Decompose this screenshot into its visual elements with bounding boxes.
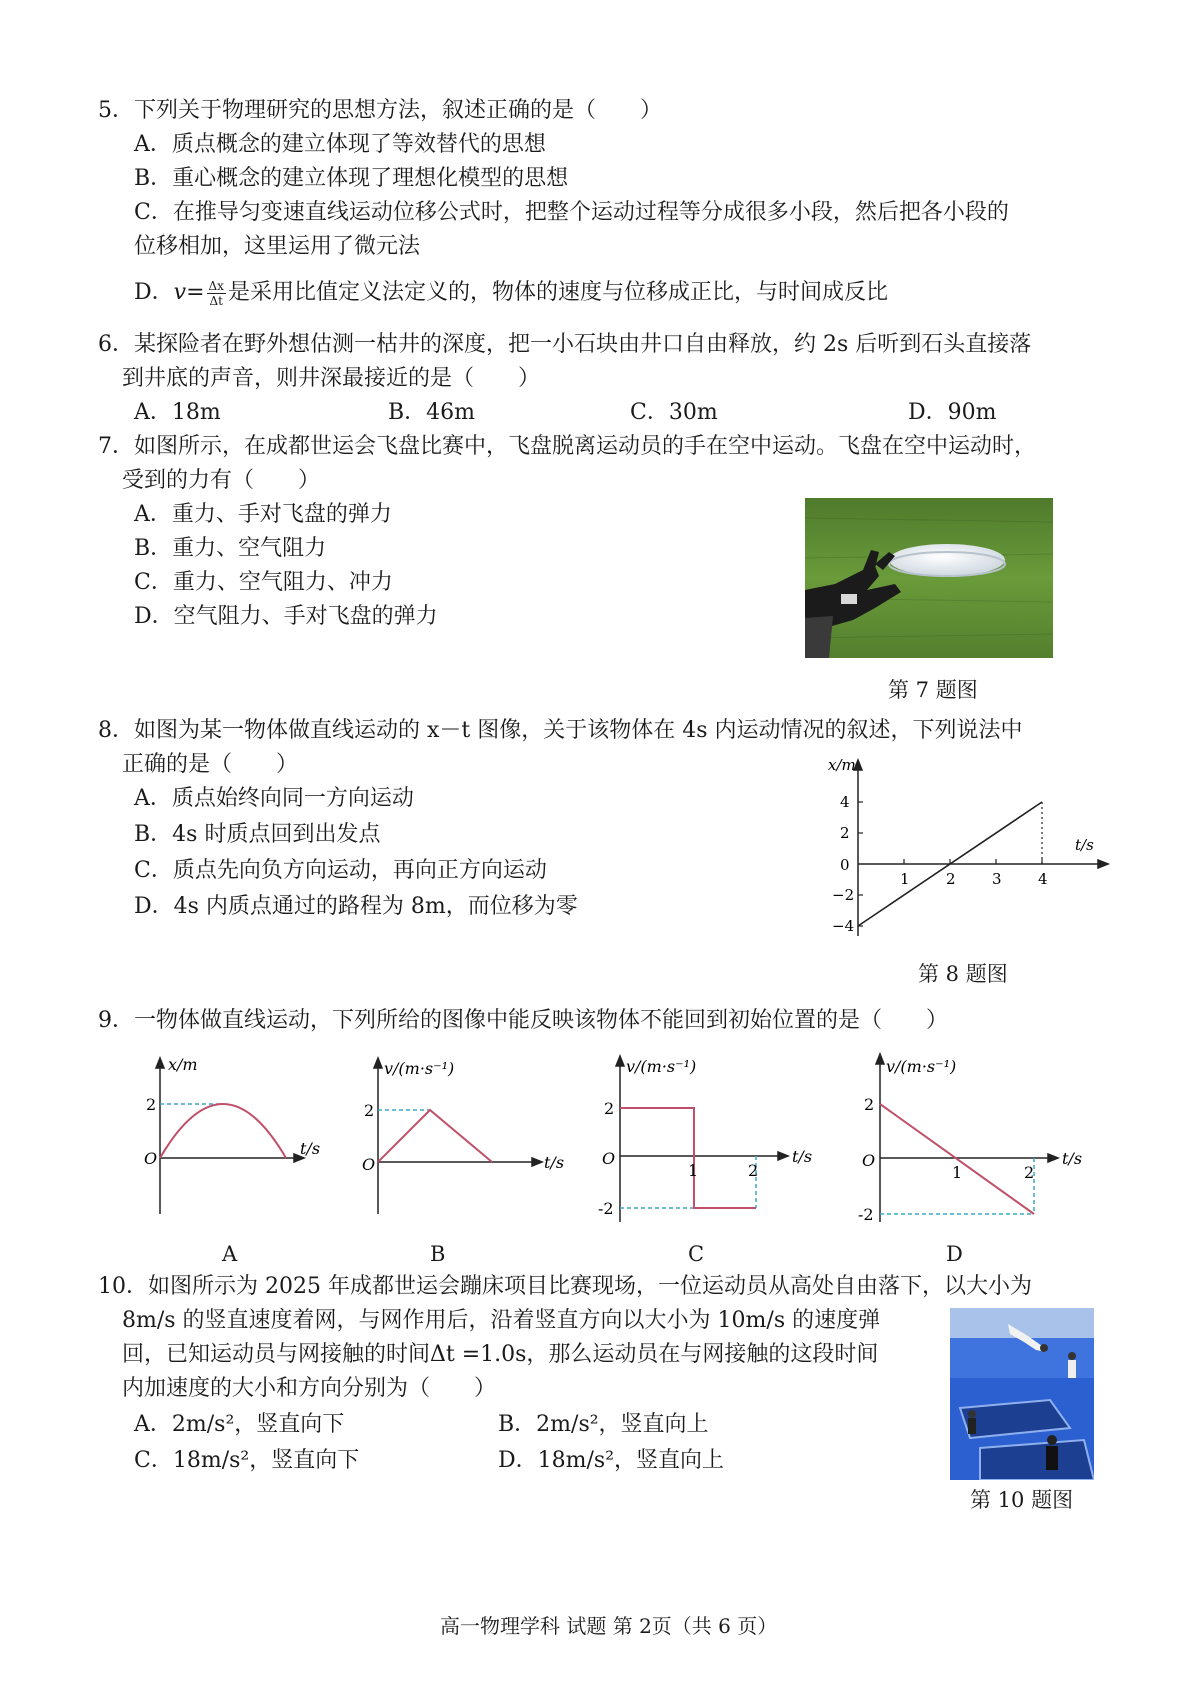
q9d-ylabel: v/(m·s⁻¹)	[886, 1057, 957, 1076]
q9b-xlabel: t/s	[544, 1153, 565, 1172]
q8-option-a[interactable]: A．质点始终向同一方向运动	[134, 786, 414, 811]
q9-graph-c	[596, 1052, 826, 1227]
q8-xtick-label: 3	[992, 870, 1002, 888]
q9-label-a[interactable]: A	[222, 1242, 238, 1266]
q9c-tick-2: 2	[604, 1099, 615, 1118]
q9a-xlabel: t/s	[300, 1139, 321, 1158]
q5-stem: 5．下列关于物理研究的思想方法，叙述正确的是（ ）	[98, 98, 662, 123]
q8-ytick-label: 2	[840, 824, 850, 842]
q9c-y-arrow	[616, 1056, 624, 1066]
q10-option-b[interactable]: B．2m/s²，竖直向上	[498, 1412, 709, 1437]
q10-option-d[interactable]: D．18m/s²，竖直向上	[498, 1448, 725, 1473]
q5-option-a[interactable]: A．质点概念的建立体现了等效替代的思想	[134, 132, 546, 157]
q5-option-b[interactable]: B．重心概念的建立体现了理想化模型的思想	[134, 166, 569, 191]
q9c-curve	[620, 1108, 759, 1208]
q9c-xlabel: t/s	[792, 1147, 813, 1166]
q9b-x-arrow	[532, 1158, 542, 1166]
q8-option-d[interactable]: D．4s 内质点通过的路程为 8m，而位移为零	[134, 894, 578, 919]
q9c-origin: O	[602, 1149, 616, 1168]
frisbee-photo	[805, 498, 1053, 658]
q9d-x-arrow	[1048, 1154, 1058, 1162]
q9c-ylabel: v/(m·s⁻¹)	[626, 1057, 697, 1076]
q5-option-c-cont: 位移相加，这里运用了微元法	[134, 234, 421, 259]
q8-xt-graph	[810, 752, 1120, 952]
q7-stem-cont: 受到的力有（ ）	[122, 468, 321, 493]
page-footer: 高一物理学科 试题 第 2页（共 6 页）	[440, 1614, 778, 1638]
q10-stem-line4: 内加速度的大小和方向分别为（ ）	[122, 1376, 497, 1401]
q9a-origin: O	[144, 1149, 158, 1168]
q5-option-c[interactable]: C．在推导匀变速直线运动位移公式时，把整个运动过程等分成很多小段，然后把各小段的	[134, 200, 1009, 225]
q9d-tick-neg2: -2	[858, 1205, 874, 1224]
q7-option-c[interactable]: C．重力、空气阻力、冲力	[134, 570, 393, 595]
q9-graph-a	[138, 1054, 338, 1224]
q9-graph-d	[856, 1052, 1096, 1227]
q5-d-denominator: Δt	[209, 293, 223, 308]
q10-option-c[interactable]: C．18m/s²，竖直向下	[134, 1448, 360, 1473]
q7-option-a[interactable]: A．重力、手对飞盘的弹力	[134, 502, 392, 527]
q8-ytick-label: −4	[832, 917, 855, 935]
q9a-curve	[160, 1104, 286, 1158]
q9a-y-arrow	[156, 1058, 164, 1068]
q6-option-c[interactable]: C．30m	[630, 400, 718, 425]
q9b-origin: O	[362, 1155, 376, 1174]
q9c-tick-1: 1	[688, 1161, 699, 1180]
q8-xlabel: t/s	[1075, 836, 1094, 854]
q9d-tick-2: 2	[864, 1095, 875, 1114]
q6-stem: 6．某探险者在野外想估测一枯井的深度，把一小石块由井口自由释放，约 2s 后听到石头直接落	[98, 332, 1032, 357]
q10-figure-caption: 第 10 题图	[970, 1488, 1074, 1512]
q10-stem-line3: 回，已知运动员与网接触的时间Δt =1.0s，那么运动员在与网接触的这段时间	[122, 1342, 879, 1367]
q7-stem: 7．如图所示，在成都世运会飞盘比赛中，飞盘脱离运动员的手在空中运动。飞盘在空中运动时，	[98, 434, 1037, 459]
q6-option-a[interactable]: A．18m	[134, 400, 221, 425]
q8-origin: 0	[840, 856, 850, 874]
q9d-y-arrow	[876, 1054, 884, 1064]
q5-d-prefix: D．	[134, 280, 174, 305]
q9b-curve	[378, 1110, 492, 1162]
q9d-tick-t2: 2	[1024, 1163, 1035, 1182]
q8-xtick-label: 2	[946, 870, 956, 888]
q7-option-d[interactable]: D．空气阻力、手对飞盘的弹力	[134, 604, 438, 629]
q9d-tick-1: 1	[952, 1163, 963, 1182]
q8-stem-cont: 正确的是（ ）	[122, 752, 299, 777]
q9-label-d[interactable]: D	[946, 1242, 963, 1266]
q6-option-b[interactable]: B．46m	[388, 400, 476, 425]
q9-graph-b	[360, 1054, 570, 1224]
q9b-y-arrow	[374, 1058, 382, 1068]
q6-option-d[interactable]: D．90m	[908, 400, 997, 425]
trampoline-photo	[950, 1308, 1094, 1480]
q9-stem: 9．一物体做直线运动，下列所给的图像中能反映该物体不能回到初始位置的是（ ）	[98, 1008, 948, 1033]
q9a-ylabel: x/m	[168, 1055, 198, 1074]
q8-ytick-label: 4	[840, 793, 850, 811]
q9d-curve	[880, 1104, 1034, 1214]
q9-label-b[interactable]: B	[430, 1242, 446, 1266]
q9c-tick-t2: 2	[748, 1161, 759, 1180]
q5-option-d[interactable]	[134, 278, 888, 308]
q8-x-arrow	[1098, 860, 1108, 868]
q9d-origin: O	[862, 1151, 876, 1170]
q8-xtick-label: 4	[1038, 870, 1048, 888]
q9-label-c[interactable]: C	[688, 1242, 705, 1266]
q9d-xlabel: t/s	[1062, 1149, 1083, 1168]
q8-ylabel: x/m	[828, 756, 856, 774]
q9b-ylabel: v/(m·s⁻¹)	[384, 1059, 455, 1078]
q8-stem: 8．如图为某一物体做直线运动的 x－t 图像，关于该物体在 4s 内运动情况的叙述，下列说法中	[98, 718, 1023, 743]
q8-option-b[interactable]: B．4s 时质点回到出发点	[134, 822, 381, 847]
q5-d-numerator: Δx	[208, 278, 224, 293]
q9b-tick-2: 2	[364, 1101, 375, 1120]
q7-option-b[interactable]: B．重力、空气阻力	[134, 536, 327, 561]
q9c-tick-neg2: -2	[598, 1199, 614, 1218]
q8-xtick-label: 1	[900, 870, 910, 888]
q5-d-text: 是采用比值定义法定义的，物体的速度与位移成正比，与时间成反比	[227, 280, 888, 305]
q10-stem: 10．如图所示为 2025 年成都世运会蹦床项目比赛现场，一位运动员从高处自由落下，以大小为	[98, 1274, 1032, 1299]
q10-option-a[interactable]: A．2m/s²，竖直向下	[134, 1412, 345, 1437]
q8-figure-caption: 第 8 题图	[918, 962, 1008, 986]
q7-figure-caption: 第 7 题图	[888, 678, 978, 702]
q10-stem-line2: 8m/s 的竖直速度着网，与网作用后，沿着竖直方向以大小为 10m/s 的速度弹	[122, 1308, 881, 1333]
q8-ytick-label: −2	[832, 886, 855, 904]
q5-d-v: v=	[173, 280, 205, 305]
q9c-x-arrow	[778, 1152, 788, 1160]
q8-option-c[interactable]: C．质点先向负方向运动，再向正方向运动	[134, 858, 547, 883]
q9a-tick-2: 2	[146, 1095, 157, 1114]
q6-stem-cont: 到井底的声音，则井深最接近的是（ ）	[122, 366, 541, 391]
q5-d-fraction	[207, 279, 226, 308]
